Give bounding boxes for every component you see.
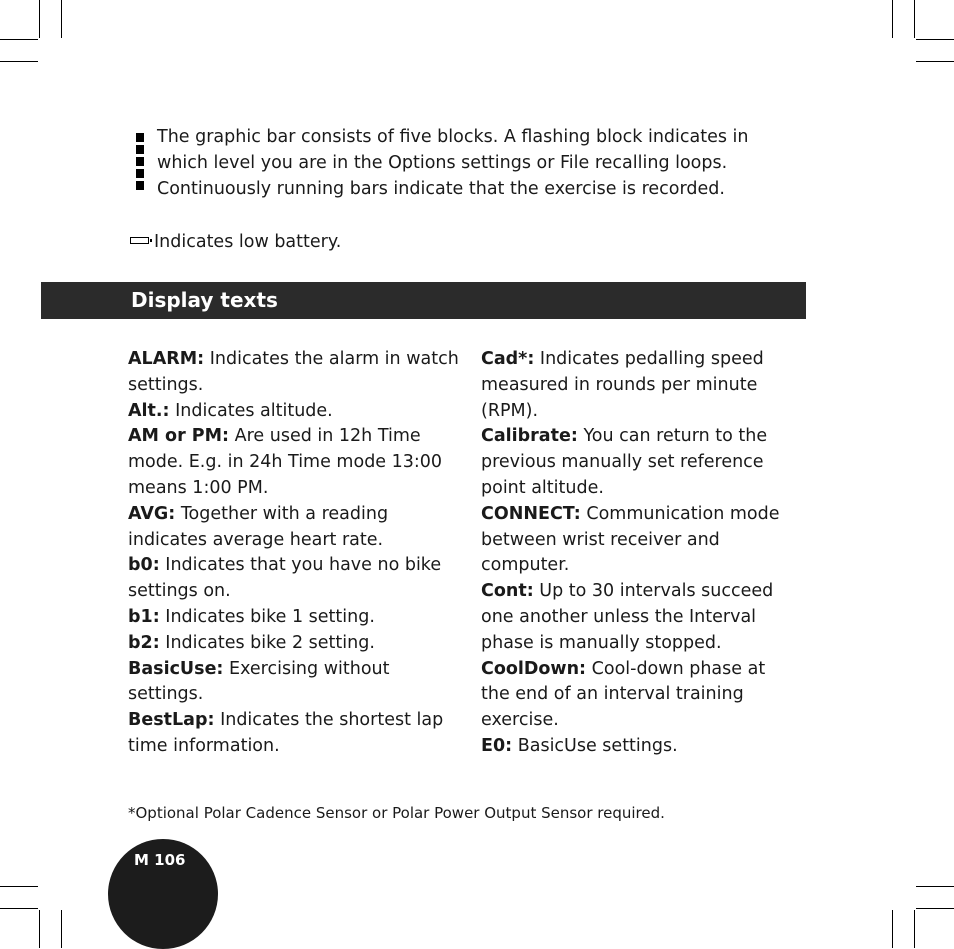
description: Indicates the shortest lap time information. — [128, 710, 444, 756]
description: Cool-down phase at the end of an interval training exercise. — [481, 658, 766, 731]
definition-entry — [481, 424, 791, 501]
page-number: M 106 — [134, 851, 186, 869]
description: Exercising without settings. — [128, 658, 390, 705]
term: Cont: — [481, 581, 534, 602]
graphic-bar-block — [136, 157, 144, 166]
graphic-bar-block — [136, 145, 144, 154]
definition-entry — [481, 734, 791, 760]
page-number-badge — [108, 839, 218, 949]
crop-mark — [0, 908, 38, 909]
crop-mark — [916, 39, 954, 40]
graphic-bar-text: The graphic bar consists of five blocks. A flashing block indicates in which level you are in the Options settings or File recalling loops. Continuously running bars indicate that the exercise is recorded. — [157, 127, 749, 199]
term: b1: — [128, 606, 160, 627]
graphic-bar-block — [136, 133, 144, 142]
left-column — [128, 347, 463, 760]
term: AVG: — [128, 503, 176, 524]
definition-entry — [128, 399, 463, 425]
definition-entry — [481, 347, 791, 424]
crop-mark — [916, 61, 954, 62]
crop-mark — [914, 0, 915, 38]
term: b0: — [128, 555, 160, 576]
term: E0: — [481, 735, 513, 756]
term: BasicUse: — [128, 658, 224, 679]
crop-mark — [0, 886, 38, 887]
term: BestLap: — [128, 710, 215, 731]
crop-mark — [916, 886, 954, 887]
graphic-bar-block — [136, 181, 144, 190]
crop-mark — [39, 910, 40, 948]
section-header — [41, 282, 806, 319]
crop-mark — [914, 910, 915, 948]
definition-entry — [128, 605, 463, 631]
definition-entry — [128, 347, 463, 399]
crop-mark — [0, 61, 38, 62]
description: BasicUse settings. — [517, 735, 678, 756]
description: Up to 30 intervals succeed one another unless the Interval phase is manually stopped. — [481, 581, 774, 653]
term: AM or PM: — [128, 426, 230, 447]
term: Alt.: — [128, 400, 170, 421]
term: CoolDown: — [481, 658, 587, 679]
definition-entry — [128, 424, 463, 501]
definition-entry — [128, 502, 463, 554]
graphic-bar-block — [136, 169, 144, 178]
crop-mark — [0, 39, 38, 40]
description: Together with a reading indicates average heart rate. — [128, 503, 389, 550]
description: Are used in 12h Time mode. E.g. in 24h Time mode 13:00 means 1:00 PM. — [128, 426, 443, 498]
crop-mark — [916, 908, 954, 909]
definition-entry — [128, 657, 463, 709]
graphic-bar-description — [130, 124, 790, 202]
crop-mark — [61, 0, 62, 38]
description: Indicates that you have no bike settings on. — [128, 555, 442, 602]
definition-entry — [481, 579, 791, 656]
definition-entry — [481, 657, 791, 734]
section-title: Display texts — [131, 288, 278, 312]
crop-mark — [892, 910, 893, 948]
description: Indicates bike 2 setting. — [165, 632, 375, 653]
term: ALARM: — [128, 349, 205, 369]
right-column — [481, 347, 791, 760]
description: Communication mode between wrist receiver and computer. — [481, 503, 780, 576]
definition-entry — [128, 631, 463, 657]
crop-mark — [892, 0, 893, 38]
term: CONNECT: — [481, 503, 581, 524]
description: Indicates altitude. — [175, 400, 333, 421]
crop-mark — [39, 0, 40, 38]
crop-mark — [61, 910, 62, 948]
low-battery-icon — [130, 237, 149, 244]
footnote: *Optional Polar Cadence Sensor or Polar Power Output Sensor required. — [128, 804, 665, 822]
definition-entry — [481, 502, 791, 579]
description: Indicates the alarm in watch settings. — [128, 349, 459, 395]
term: Cad*: — [481, 349, 535, 369]
definition-entry — [128, 708, 463, 760]
battery-description — [130, 229, 341, 255]
battery-text: Indicates low battery. — [154, 232, 342, 252]
term: Calibrate: — [481, 426, 578, 447]
description: Indicates bike 1 setting. — [165, 606, 375, 627]
term: b2: — [128, 632, 160, 653]
graphic-bar-icon — [136, 133, 144, 193]
description: You can return to the previous manually set reference point altitude. — [481, 426, 768, 498]
definition-entry — [128, 553, 463, 605]
description: Indicates pedalling speed measured in rounds per minute (RPM). — [481, 349, 764, 421]
